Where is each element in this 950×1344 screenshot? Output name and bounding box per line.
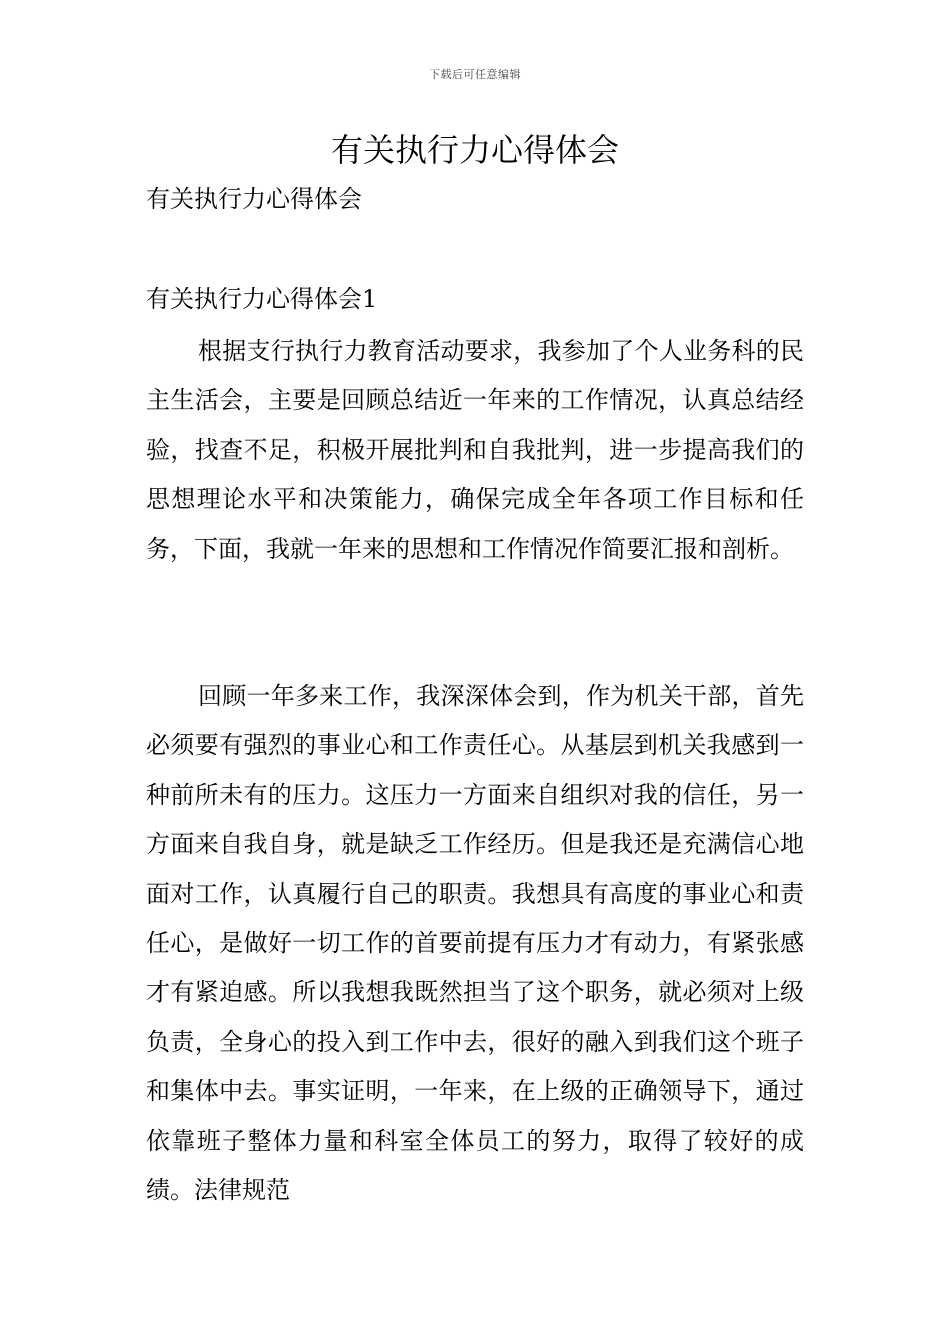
header-note: 下载后可任意编辑 — [429, 68, 521, 81]
paragraph-2: 回顾一年多来工作，我深深体会到，作为机关干部，首先必须要有强烈的事业心和工作责任心。从基层到机关我感到一种前所未有的压力。这压力一方面来自组织对我的信任，另一方面来自我自身，就是缺乏工作经历。但是我还是充满信心地面对工作，认真履行自己的职责。我想具有高度的事业心和责任心，是做好一切工作的首要前提有压力才有动力，有紧张感才有紧迫感。所以我想我既然担当了这个职务，就必须对上级负责，全身心的投入到工作中去，很好的融入到我们这个班子和集体中去。事实证明，一年来，在上级的正确领导下，通过依靠班子整体力量和科室全体员工的努力，取得了较好的成绩。法律规范 — [146, 682, 804, 1205]
document-title: 有关执行力心得体会 — [330, 131, 619, 169]
document-subtitle: 有关执行力心得体会 — [146, 185, 362, 213]
section-heading: 有关执行力心得体会1 — [146, 285, 378, 313]
paragraph-1: 根据支行执行力教育活动要求，我参加了个人业务科的民主生活会，主要是回顾总结近一年来的工作情况，认真总结经验，找查不足，积极开展批判和自我批判，进一步提高我们的思想理论水平和决策能力，确保完成全年各项工作目标和任务，下面，我就一年来的思想和工作情况作简要汇报和剖析。 — [146, 337, 804, 563]
